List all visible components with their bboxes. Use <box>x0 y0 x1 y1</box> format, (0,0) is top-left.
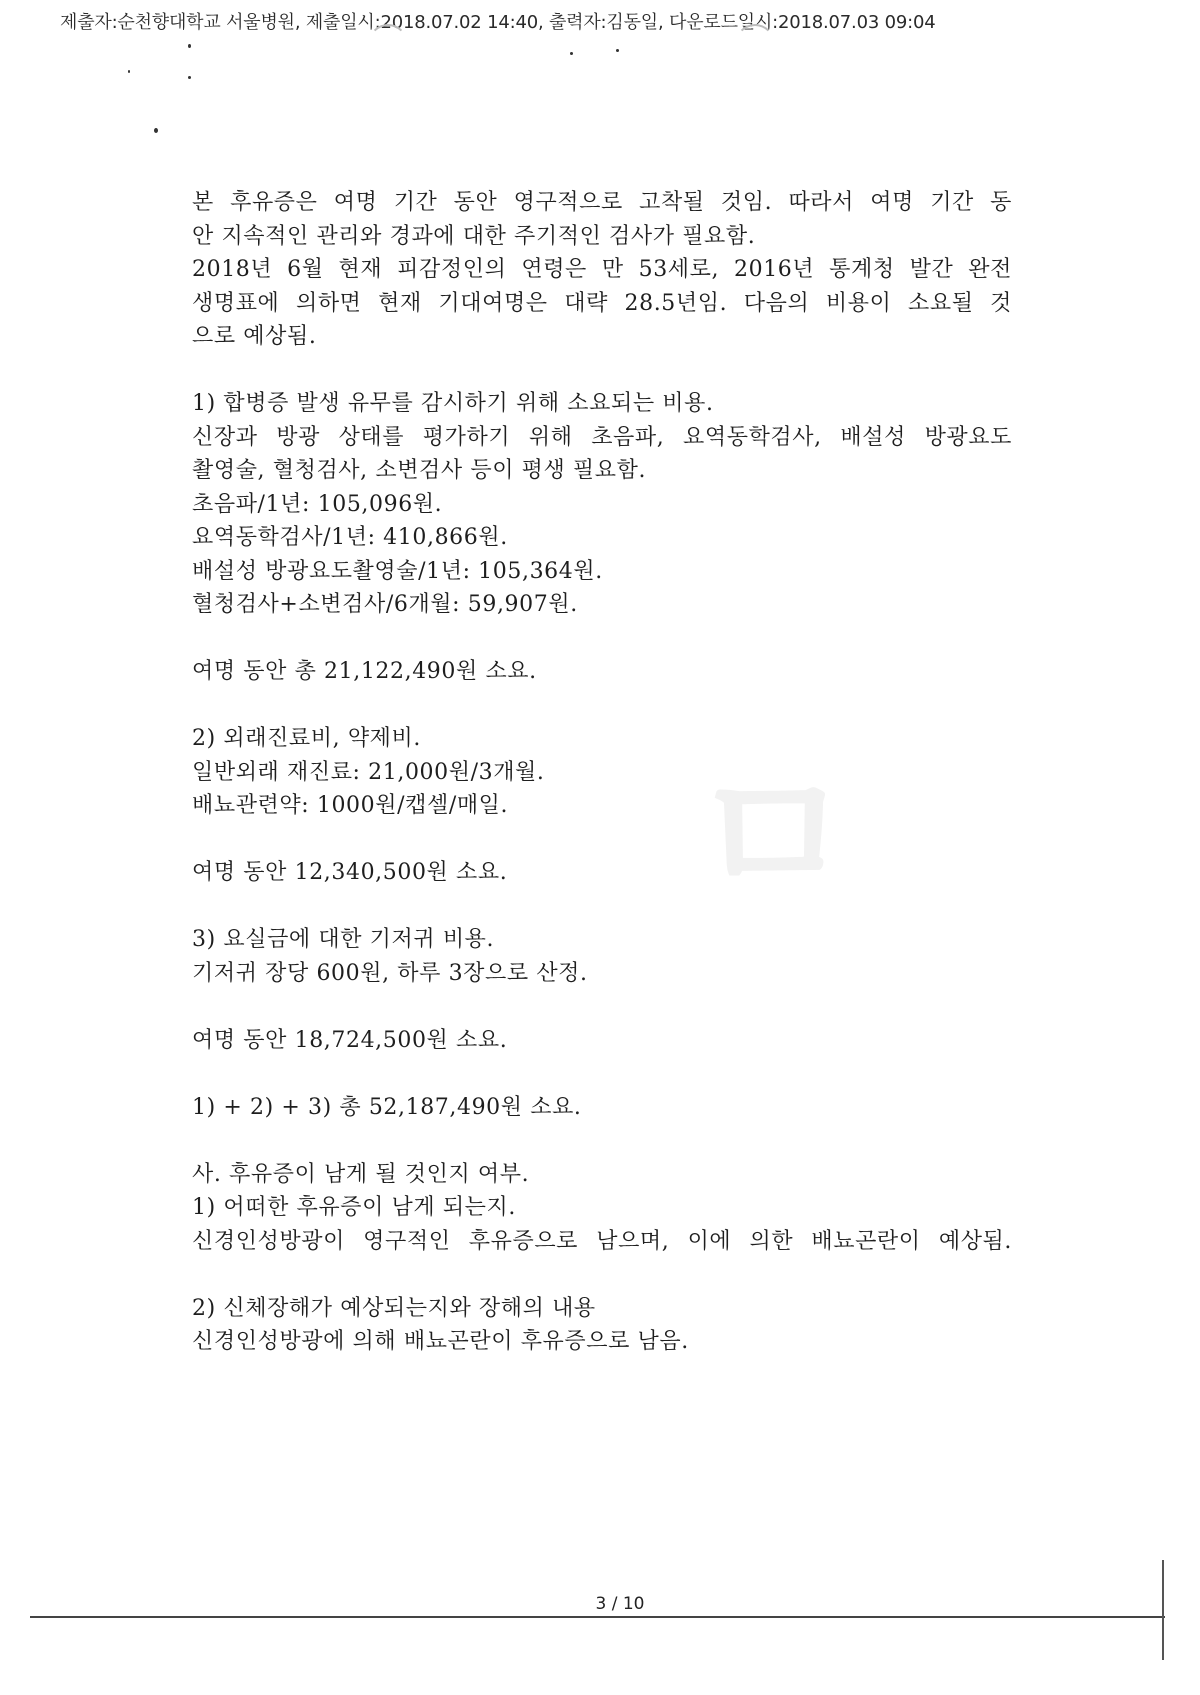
scan-arc-left <box>368 24 408 64</box>
scan-speck <box>154 128 158 133</box>
scan-speck <box>188 44 191 48</box>
section-heading: 사. 후유증이 남게 될 것인지 여부. <box>192 1161 530 1187</box>
cost-total: 여명 동안 18,724,500원 소요. <box>192 1027 508 1053</box>
watermark-ghost: ㅁ <box>690 739 855 937</box>
cost-item: 일반외래 재진료: 21,000원/3개월. <box>192 759 545 785</box>
cost-total: 여명 동안 12,340,500원 소요. <box>192 860 508 885</box>
cost-item: 배설성 방광요도촬영술/1년: 105,364원. <box>192 558 603 584</box>
scan-speck <box>128 70 130 73</box>
page-edge <box>1162 1560 1164 1660</box>
body-line: 안 지속적인 관리와 경과에 대한 주기적인 검사가 필요함. <box>192 223 756 249</box>
body-line: 생명표에 의하면 현재 기대여명은 대략 28.5년임. 다음의 비용이 소요될 것 <box>192 290 1012 316</box>
cost-item: 배뇨관련약: 1000원/캡셀/매일. <box>192 793 509 818</box>
document-body <box>192 186 1012 1359</box>
body-line: 신경인성방광이 영구적인 후유증으로 남으며, 이에 의한 배뇨곤란이 예상됨. <box>192 1228 1012 1254</box>
cost-item: 기저귀 장당 600원, 하루 3장으로 산정. <box>192 960 588 986</box>
grand-total: 1) + 2) + 3) 총 52,187,490원 소요. <box>192 1094 582 1120</box>
body-line: 본 후유증은 여명 기간 동안 영구적으로 고착될 것임. 따라서 여명 기간 동 <box>192 190 1012 215</box>
blank-line <box>192 1057 1012 1091</box>
body-line: 촬영술, 혈청검사, 소변검사 등이 평생 필요함. <box>192 458 647 483</box>
blank-line <box>192 622 1012 656</box>
body-line: 신경인성방광에 의해 배뇨곤란이 후유증으로 남음. <box>192 1329 689 1354</box>
section-heading: 1) 합병증 발생 유무를 감시하기 위해 소요되는 비용. <box>192 391 714 416</box>
body-line: 으로 예상됨. <box>192 324 317 349</box>
blank-line <box>192 1124 1012 1158</box>
blank-line <box>192 1258 1012 1292</box>
cost-item: 혈청검사+소변검사/6개월: 59,907원. <box>192 592 578 617</box>
blank-line <box>192 990 1012 1024</box>
cost-item: 요역동학검사/1년: 410,866원. <box>192 525 508 550</box>
header-stamp: 제출자:순천향대학교 서울병원, 제출일시:2018.07.02 14:40, 출력자:김동일, 다운로드일시:2018.07.03 09:04 <box>60 12 936 33</box>
footer-rule <box>30 1616 1165 1618</box>
cost-total: 여명 동안 총 21,122,490원 소요. <box>192 659 537 684</box>
scan-arc-right <box>735 24 775 64</box>
blank-line <box>192 689 1012 723</box>
sub-heading: 1) 어떠한 후유증이 남게 되는지. <box>192 1195 516 1220</box>
body-line: 신장과 방광 상태를 평가하기 위해 초음파, 요역동학검사, 배설성 방광요도 <box>192 424 1012 450</box>
blank-line <box>192 354 1012 388</box>
page-number: 3 / 10 <box>595 1594 645 1614</box>
blank-line <box>192 823 1012 857</box>
scan-speck <box>188 76 191 79</box>
blank-line <box>192 890 1012 924</box>
sub-heading: 2) 신체장해가 예상되는지와 장해의 내용 <box>192 1295 596 1321</box>
scan-speck <box>570 52 573 55</box>
section-heading: 3) 요실금에 대한 기저귀 비용. <box>192 927 495 952</box>
section-heading: 2) 외래진료비, 약제비. <box>192 726 421 751</box>
scan-speck <box>616 49 619 52</box>
body-line: 2018년 6월 현재 피감정인의 연령은 만 53세로, 2016년 통계청 발간 완전 <box>192 257 1012 282</box>
cost-item: 초음파/1년: 105,096원. <box>192 491 443 517</box>
